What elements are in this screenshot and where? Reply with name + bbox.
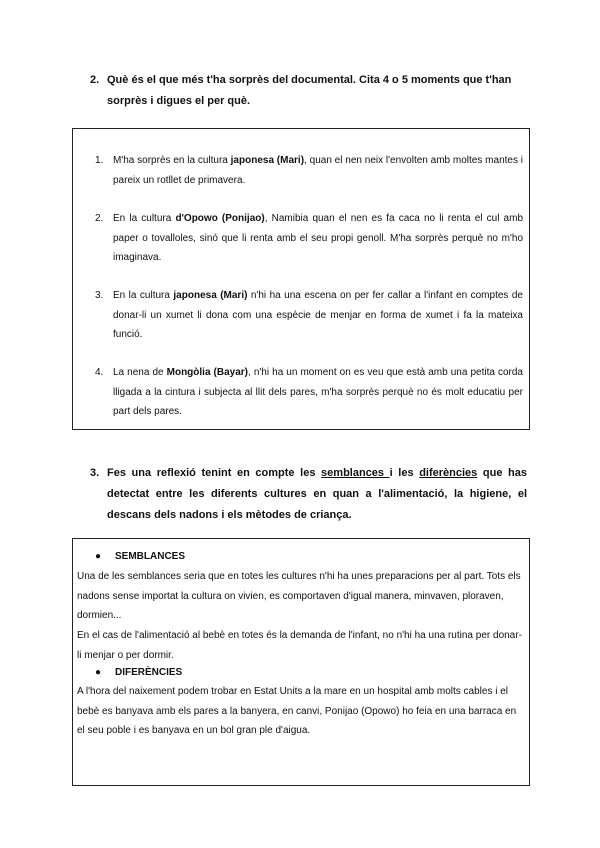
paragraph-semblances-2: En el cas de l'alimentació al bebè en totes és la demanda de l'infant, no n'hi ha una rutina per donar-li menjar o per dormir.: [77, 630, 522, 661]
answer-3-box: [72, 538, 530, 786]
list-item-text: En la cultura d'Opowo (Ponijao), Namibia quan el nen es fa caca no li renta el cul amb paper o tovalloles, sinó que li renta amb el seu propi genoll. M'ha sorprès perquè no m'ho imaginava.: [113, 213, 524, 263]
bullet-icon: ●: [95, 667, 102, 678]
list-item-number: 1.: [95, 155, 104, 166]
list-item-text: La nena de Mongòlia (Bayar), n'hi ha un moment on es veu que està amb una petita corda lligada a la cintura i subjecta al llit dels pares, m'ha sorprès perquè no és molt educatiu per part dels pares.: [113, 367, 523, 417]
answer-2-box: [72, 128, 530, 430]
question-3-text: Fes una reflexió tenint en compte les semblances i les diferències que has detectat entre les diferents cultures en quan a l'alimentació, la higiene, el descans dels nadons i els mètodes de criança.: [107, 467, 528, 521]
heading-diferencies: ● DIFERÈNCIES: [95, 663, 182, 682]
list-item-number: 3.: [95, 290, 104, 301]
paragraph-diferencies: A l'hora del naixement podem trobar en Estat Units a la mare en un hospital amb molts cables i el bebè es banyava amb els pares a la banyera, en canvi, Ponijao (Opowo) ho feia en una barraca en el seu poble i es banyava en un bol gran ple d'aigua.: [77, 686, 517, 736]
list-item-number: 4.: [95, 367, 104, 378]
question-2-number: 2.: [90, 74, 100, 86]
list-item-number: 2.: [95, 213, 104, 224]
list-item-text: En la cultura japonesa (Mari) n'hi ha una escena on per fer callar a l'infant en comptes de donar-li un xumet li dona com una espècie de menjar en forma de xumet i fa la mateixa funció.: [113, 290, 523, 340]
question-3-number: 3.: [90, 467, 100, 479]
bullet-icon: ●: [95, 551, 102, 562]
diferencies-underlined: diferències: [419, 467, 478, 479]
question-2-text: Què és el que més t'ha sorprès del documental. Cita 4 o 5 moments que t'han sorprès i digues el per què.: [107, 74, 512, 107]
semblances-underlined: semblances: [321, 467, 390, 479]
paragraph-semblances-1: Una de les semblances seria que en totes les cultures n'hi ha unes preparacions per al part. Tots els nadons sense importat la cultura on vivien, es comportaven d'igual manera, minvaven, ploraven, dormien...: [77, 571, 521, 621]
list-item-text: M'ha sorprès en la cultura japonesa (Mari), quan el nen neix l'envolten amb moltes mantes i pareix un rotllet de primavera.: [113, 155, 523, 186]
heading-semblances: ● SEMBLANCES: [95, 547, 185, 566]
